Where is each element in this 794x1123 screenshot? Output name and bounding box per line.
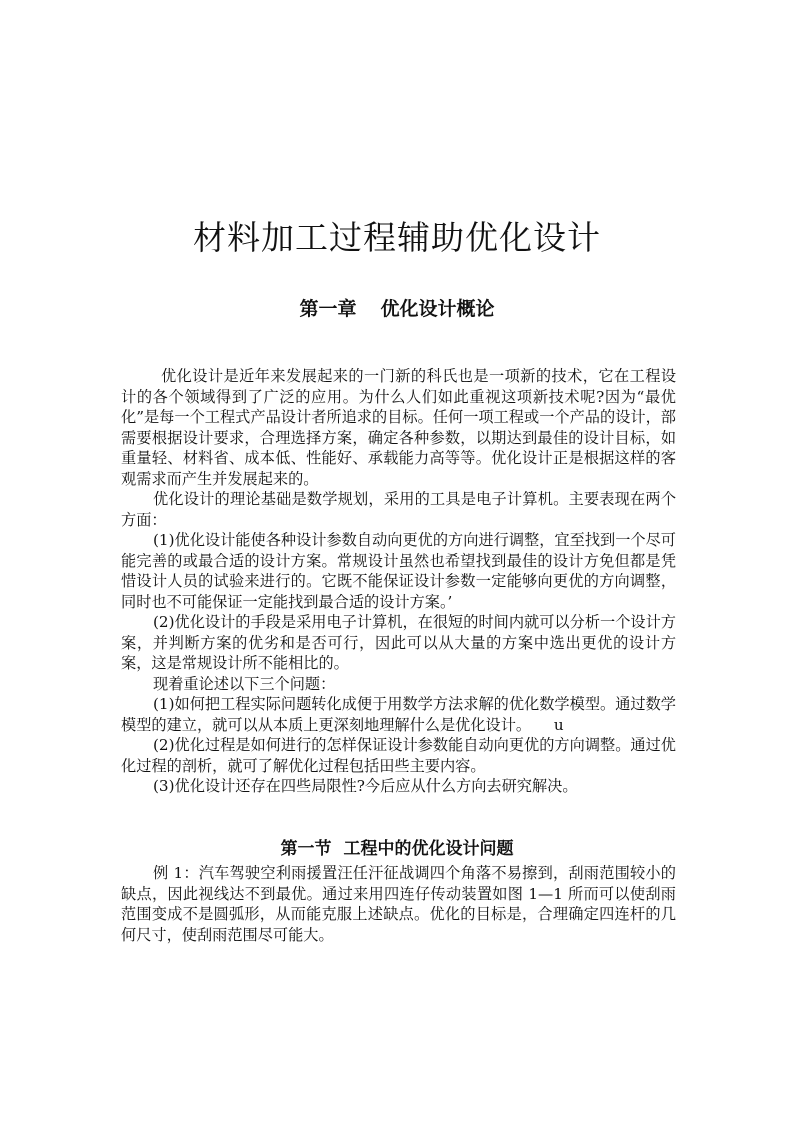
paragraph: 现着重论述以下三个问题： xyxy=(153,674,336,693)
paragraph: (2)优化过程是如何进行的怎样保证设计参数能自动向更优的方向调整。通过优化过程的剖析，就可了解优化过程包括田些主要内容。 xyxy=(121,736,676,775)
paragraph: (3)优化设计还存在四些局限性?今后应从什么方向去研究解决。 xyxy=(153,777,578,795)
chapter-number: 第一章 xyxy=(299,298,357,320)
paragraph: 优化设计的理论基础是数学规划，采用的工具是电子计算机。主要表现在两个方面： xyxy=(121,490,676,529)
chapter-name: 优化设计概论 xyxy=(380,298,495,320)
section-heading xyxy=(0,834,794,859)
paragraph: (2)优化设计的手段是采用电子计算机，在很短的时间内就可以分析一个设计方案，并判断方案的优劣和是否可行，因此可以从大量的方案中选出更优的设计方案，这是常规设计所不能相比的。 xyxy=(121,613,676,672)
section-number: 第一节 xyxy=(280,839,332,859)
chapter-body xyxy=(121,366,676,797)
paragraph: (1)优化设计能使各种设计参数自动向更优的方向进行调整，宜至找到一个尽可能完善的或最合适的设计方案。常规设计虽然也希望找到最佳的设计方免但都是凭惜设计人员的试验来进行的。它既不能保证设计参数一定能够向更优的方向调整，同时也不可能保证一定能找到最合适的设计方案。’ xyxy=(121,531,676,611)
paragraph: (1)如何把工程实际问题转化成便于用数学方法求解的优化数学模型。通过数学模型的建立，就可以从本质上更深刻地理解什么是优化设计。 u xyxy=(121,695,676,734)
chapter-heading xyxy=(0,294,794,321)
paragraph: 例 1：汽车驾驶空利雨援置汪任汗征战调四个角落不易擦到，刮雨范围较小的缺点，因此视线达不到最优。通过来用四连仔传动装置如图 1—1 所而可以使刮雨范围变成不是圆弧形，从而能克服上述缺点。优化的目标是，合理确定四连杆的几何尺寸，使刮雨范围尽可能大。 xyxy=(121,864,676,944)
section-name: 工程中的优化设计问题 xyxy=(343,839,514,859)
section-body xyxy=(121,863,676,945)
paragraph: 优化设计是近年来发展起来的一门新的科氏也是一项新的技术，它在工程设计的各个领域得到了广泛的应用。为什么人们如此重视这项新技术呢?因为“最优化”是每一个工程式产品设计者所追求的目标。任何一项工程或一个产品的设计，部需要根据设计要求，合理选择方案，确定各种参数，以期达到最佳的设计目标，如重量轻、材料省、成本低、性能好、承载能力高等等。优化设计正是根据这样的客观需求而产生并发展起来的。 xyxy=(121,367,676,488)
document-title: 材料加工过程辅助优化设计 xyxy=(193,218,601,258)
